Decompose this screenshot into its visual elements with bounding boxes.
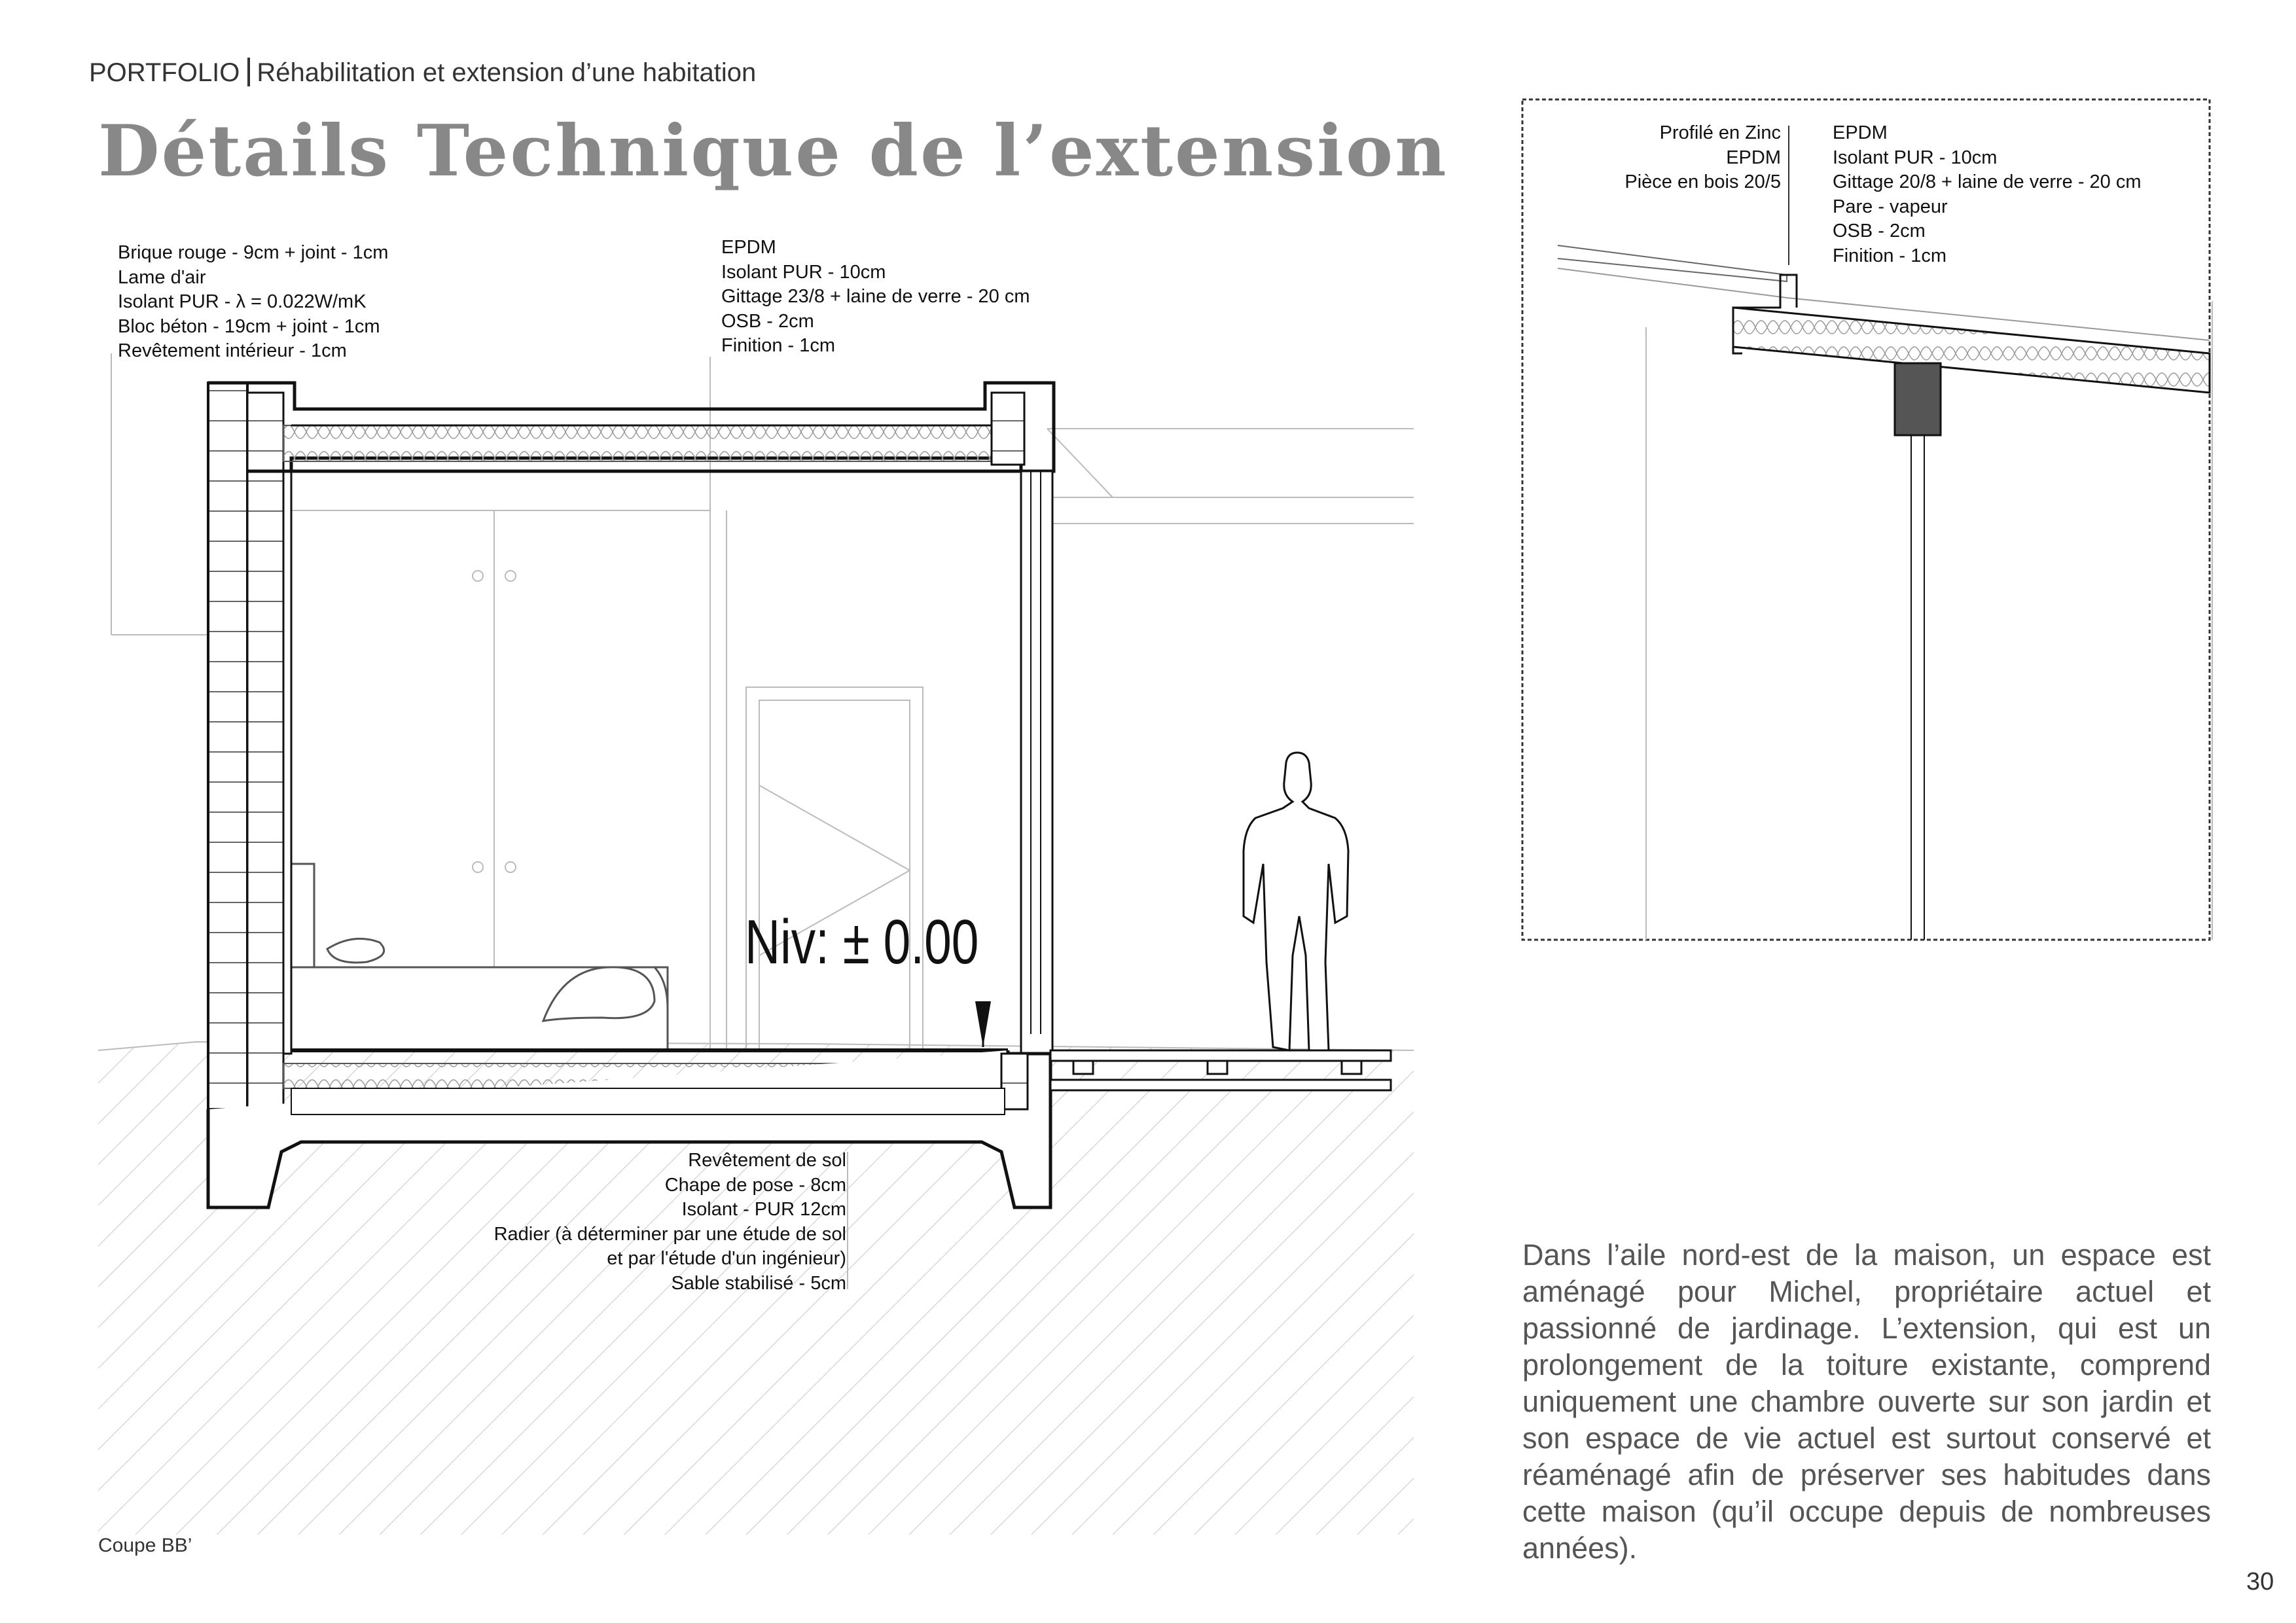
- floor-layer: et par l'étude d'un ingénieur): [607, 1248, 846, 1269]
- floor-layer: Radier (à déterminer par une étude de sol: [493, 1223, 846, 1245]
- detail-layer: EPDM: [1833, 122, 1888, 143]
- detail-layer: OSB - 2cm: [1833, 221, 1926, 241]
- floor-layer: Sable stabilisé - 5cm: [671, 1272, 846, 1294]
- floor-layer: Chape de pose - 8cm: [664, 1174, 846, 1196]
- person-silhouette: [1244, 753, 1348, 1050]
- floor-layer: Isolant - PUR 12cm: [681, 1199, 846, 1220]
- detail-layer: Pare - vapeur: [1833, 196, 1948, 217]
- detail-layer: Pièce en bois 20/5: [1624, 171, 1781, 192]
- detail-layer: EPDM: [1726, 147, 1781, 168]
- wall-layer: Lame d'air: [118, 266, 206, 288]
- detail-right-label: [1833, 121, 2142, 268]
- description-paragraph: Dans l’aile nord-est de la maison, un espace est aménagé pour Michel, propriétaire actuel et passionné de jardinage. L’extension, qui est un prolongement de la toiture existante, comprend uniquement une chambre ouverte sur son jardin et son espace de vie actuel est surtout conservé et réaménagé afin de préserver ses habitudes dans cette maison (qu’il occupe depuis de nombreuses années).: [1522, 1238, 2211, 1565]
- wall-layer: Brique rouge - 9cm + joint - 1cm: [118, 242, 389, 263]
- wall-layer: Revêtement intérieur - 1cm: [118, 340, 347, 361]
- bed-drawing: [288, 864, 668, 1050]
- wall-layer: Bloc béton - 19cm + joint - 1cm: [118, 315, 380, 337]
- detail-layer: Finition - 1cm: [1833, 245, 1947, 266]
- floor-layers-label: [494, 1149, 846, 1296]
- wall-layers-label: [118, 241, 388, 364]
- roof-layer: OSB - 2cm: [721, 310, 814, 332]
- roof-layer: Finition - 1cm: [721, 335, 836, 356]
- page-number: 30: [2246, 1568, 2274, 1596]
- roof-layer: Isolant PUR - 10cm: [721, 261, 886, 283]
- wall-layer: Isolant PUR - λ = 0.022W/mK: [118, 291, 367, 312]
- level-arrow: [975, 1001, 991, 1047]
- detail-layer: Profilé en Zinc: [1659, 122, 1781, 143]
- header-section: PORTFOLIO: [89, 58, 240, 87]
- detail-left-label: [1624, 121, 1781, 195]
- detail-layer: Isolant PUR - 10cm: [1833, 147, 1998, 168]
- roof-layer: Gittage 23/8 + laine de verre - 20 cm: [721, 286, 1030, 307]
- section-wall: [208, 383, 291, 1109]
- floor-layer: Revêtement de sol: [688, 1150, 846, 1171]
- page-title: Détails Technique de l’extension: [98, 110, 1448, 192]
- level-marker: Niv: ± 0.00: [745, 907, 979, 977]
- header-subtitle: Réhabilitation et extension d’une habitation: [257, 58, 757, 87]
- roof-layer: EPDM: [721, 237, 776, 258]
- detail-layer: Gittage 20/8 + laine de verre - 20 cm: [1833, 171, 2142, 192]
- roof-layers-label: [721, 236, 1030, 359]
- drawing-caption: Coupe BB’: [98, 1535, 192, 1556]
